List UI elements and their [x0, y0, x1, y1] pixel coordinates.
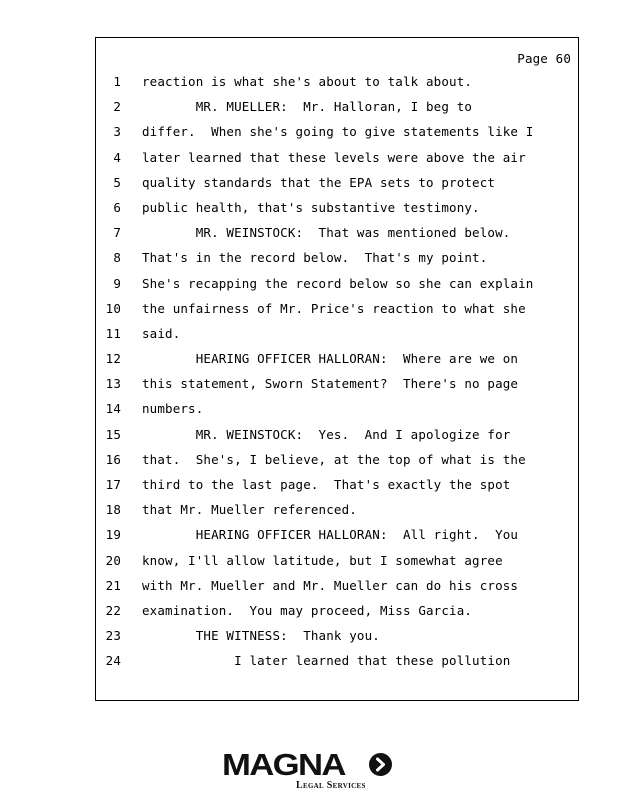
line-number: 24 — [105, 653, 121, 669]
line-number: 3 — [113, 124, 121, 140]
transcript-line — [96, 527, 578, 552]
line-text: with Mr. Mueller and Mr. Mueller can do his cross — [142, 577, 519, 593]
line-number: 16 — [105, 451, 121, 467]
line-text: reaction is what she's about to talk about. — [142, 74, 473, 89]
transcript-line — [96, 74, 578, 99]
line-text: She's recapping the record below so she can explain — [142, 275, 534, 291]
transcript-line — [96, 124, 578, 149]
line-text: public health, that's substantive testimony. — [142, 199, 480, 215]
logo-wordmark: MAGNA — [222, 747, 345, 782]
line-text: MR. WEINSTOCK: That was mentioned below. — [142, 225, 511, 241]
transcript-line — [96, 553, 578, 578]
line-text: THE WITNESS: Thank you. — [142, 628, 380, 644]
line-number: 13 — [105, 376, 121, 392]
logo-subtitle: Legal Services — [296, 780, 366, 791]
transcript-line — [96, 603, 578, 628]
line-number: 11 — [105, 325, 121, 341]
line-text: examination. You may proceed, Miss Garcia. — [142, 602, 473, 618]
transcript-line — [96, 351, 578, 376]
magna-logo — [222, 748, 397, 792]
line-number: 1 — [113, 74, 121, 89]
line-text: differ. When she's going to give statements like I — [142, 124, 534, 140]
line-text: third to the last page. That's exactly the spot — [142, 477, 511, 492]
line-number: 23 — [105, 628, 121, 644]
line-text: know, I'll allow latitude, but I somewhat agree — [142, 552, 503, 568]
line-number: 22 — [105, 602, 121, 618]
transcript-line — [96, 578, 578, 603]
line-text: said. — [142, 325, 181, 341]
line-text: That's in the record below. That's my point. — [142, 250, 488, 266]
line-number: 17 — [105, 477, 121, 492]
transcript-line — [96, 477, 578, 502]
line-number: 2 — [113, 99, 121, 115]
line-number: 21 — [105, 577, 121, 593]
line-number: 12 — [105, 351, 121, 367]
line-number: 20 — [105, 552, 121, 568]
line-text: this statement, Sworn Statement? There's no page — [142, 376, 519, 392]
transcript-line — [96, 175, 578, 200]
transcript-line — [96, 250, 578, 275]
transcript-page — [95, 37, 579, 701]
transcript-line — [96, 427, 578, 452]
line-number: 18 — [105, 502, 121, 518]
transcript-line — [96, 276, 578, 301]
line-number: 7 — [113, 225, 121, 241]
transcript-line — [96, 150, 578, 175]
transcript-line — [96, 452, 578, 477]
line-text: that Mr. Mueller referenced. — [142, 502, 357, 518]
transcript-line — [96, 225, 578, 250]
line-text: that. She's, I believe, at the top of what is the — [142, 451, 526, 467]
transcript-line — [96, 653, 578, 678]
line-text: HEARING OFFICER HALLORAN: Where are we on — [142, 351, 519, 367]
transcript-line — [96, 401, 578, 426]
line-text: MR. WEINSTOCK: Yes. And I apologize for — [142, 426, 511, 442]
line-number: 10 — [105, 300, 121, 316]
line-number: 15 — [105, 426, 121, 442]
line-text: later learned that these levels were above the air — [142, 149, 526, 165]
line-text: quality standards that the EPA sets to protect — [142, 174, 496, 190]
line-text: I later learned that these pollution — [142, 653, 511, 669]
chevron-right-icon — [369, 753, 392, 776]
line-number: 19 — [105, 527, 121, 543]
line-number: 14 — [105, 401, 121, 417]
transcript-line — [96, 502, 578, 527]
transcript-line — [96, 376, 578, 401]
page-number: Page 60 — [517, 51, 571, 66]
transcript-lines — [96, 74, 578, 679]
line-text: numbers. — [142, 401, 204, 417]
line-number: 8 — [113, 250, 121, 266]
transcript-line — [96, 326, 578, 351]
line-text: HEARING OFFICER HALLORAN: All right. You — [142, 527, 519, 543]
line-text: MR. MUELLER: Mr. Halloran, I beg to — [142, 99, 473, 115]
line-number: 9 — [113, 275, 121, 291]
transcript-line — [96, 301, 578, 326]
transcript-line — [96, 99, 578, 124]
transcript-line — [96, 628, 578, 653]
line-number: 6 — [113, 199, 121, 215]
transcript-line — [96, 200, 578, 225]
line-number: 5 — [113, 174, 121, 190]
line-text: the unfairness of Mr. Price's reaction to what she — [142, 300, 526, 316]
line-number: 4 — [113, 149, 121, 165]
